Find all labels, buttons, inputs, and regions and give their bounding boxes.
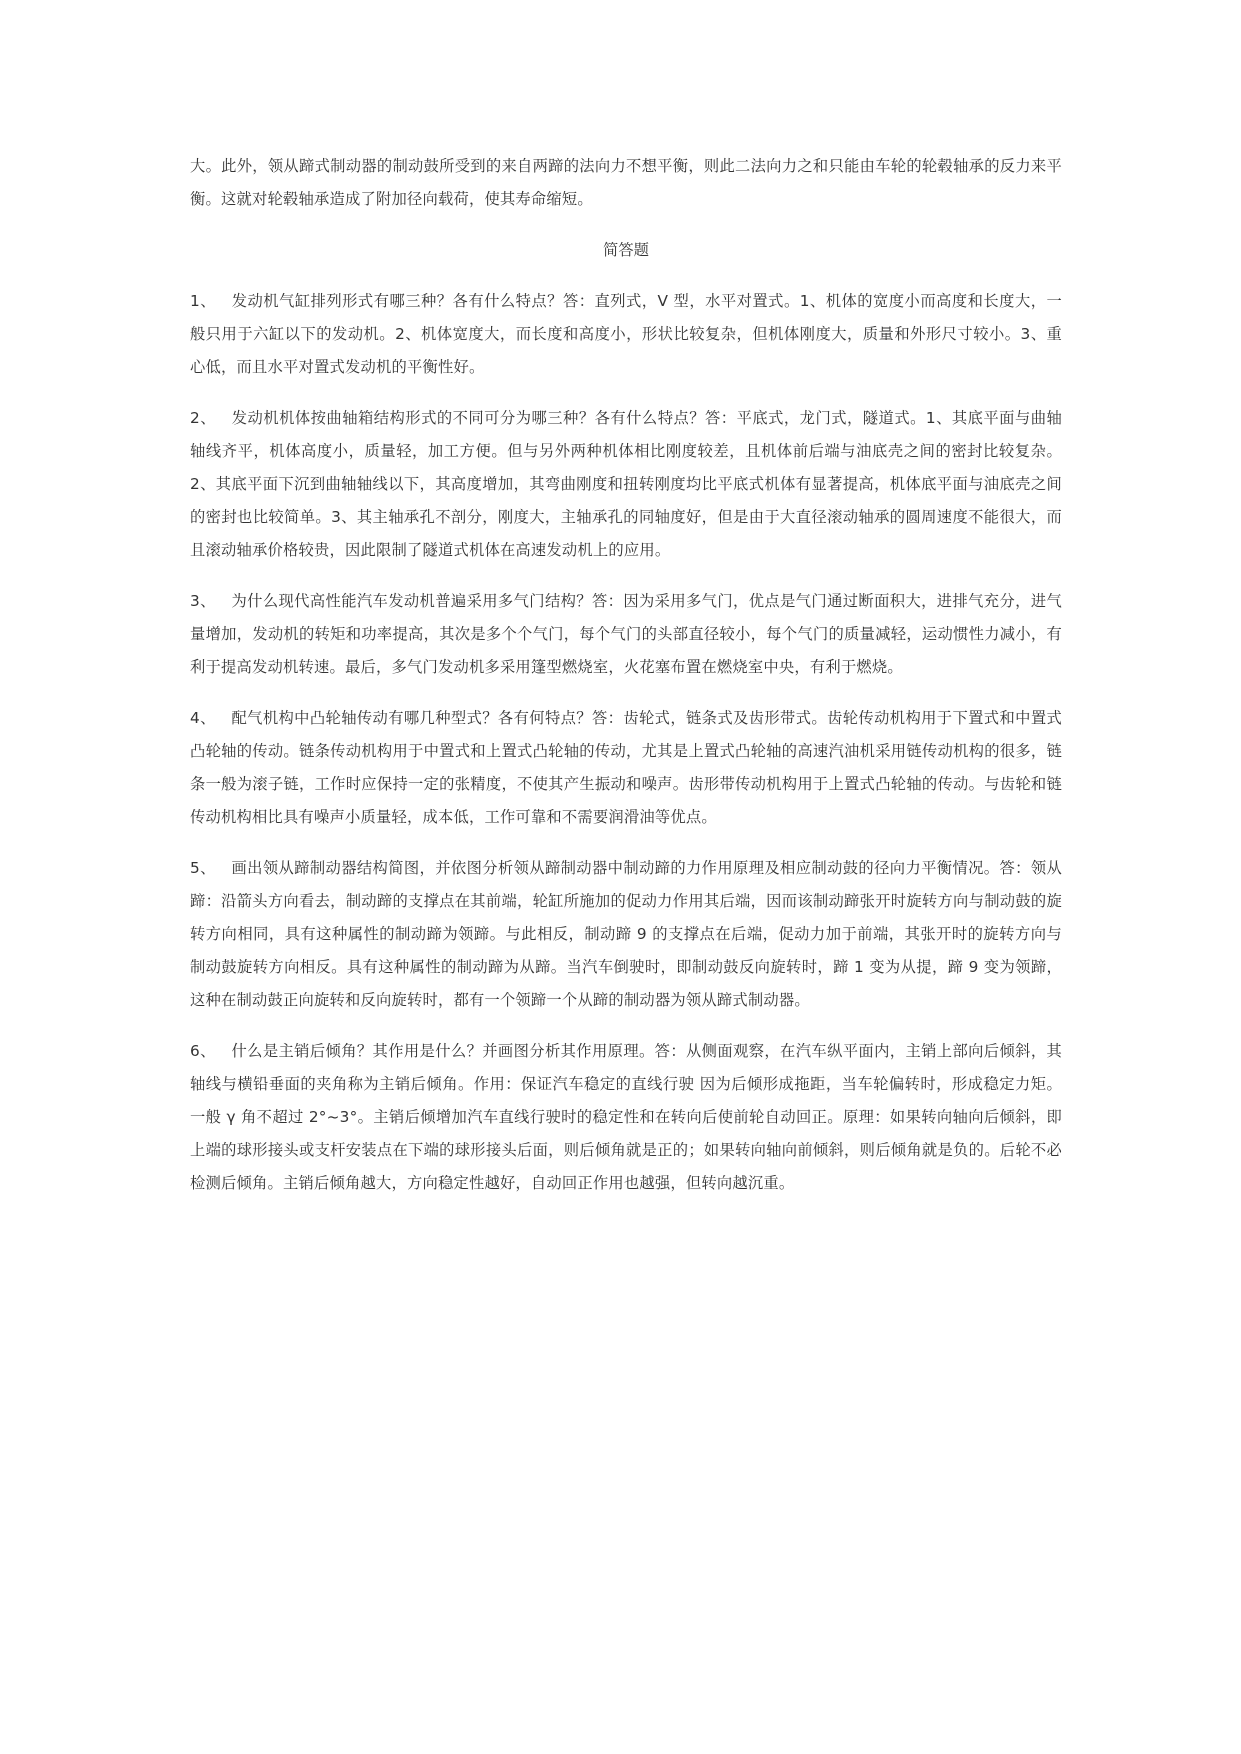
question-text: 配气机构中凸轮轴传动有哪几种型式？各有何特点？答：齿轮式，链条式及齿形带式。齿轮传动机构用于下置式和中置式凸轮轴的传动。链条传动机构用于中置式和上置式凸轮轴的传动，尤其是上置式凸轮轴的高速汽油机采用链传动机构的很多，链条一般为滚子链，工作时应保持一定的张精度，不使其产生振动和噪声。齿形带传动机构用于上置式凸轮轴的传动。与齿轮和链传动机构相比具有噪声小质量轻，成本低，工作可靠和不需要润滑油等优点。 xyxy=(190,709,1062,826)
question-text: 发动机气缸排列形式有哪三种？各有什么特点？答：直列式，V 型，水平对置式。1、机体的宽度小而高度和长度大，一般只用于六缸以下的发动机。2、机体宽度大，而长度和高度小，形状比较复杂，但机体刚度大，质量和外形尺寸较小。3、重心低，而且水平对置式发动机的平衡性好。 xyxy=(190,292,1062,376)
document-page xyxy=(190,150,1062,1218)
question-2 xyxy=(190,402,1062,567)
question-3 xyxy=(190,585,1062,684)
question-number: 5、 xyxy=(190,859,216,877)
section-title: 简答题 xyxy=(603,241,649,259)
question-text: 发动机机体按曲轴箱结构形式的不同可分为哪三种？各有什么特点？答：平底式，龙门式，隧道式。1、其底平面与曲轴轴线齐平，机体高度小，质量轻，加工方便。但与另外两种机体相比刚度较差，且机体前后端与油底壳之间的密封比较复杂。2、其底平面下沉到曲轴轴线以下，其高度增加，其弯曲刚度和扭转刚度均比平底式机体有显著提高，机体底平面与油底壳之间的密封也比较简单。3、其主轴承孔不剖分，刚度大，主轴承孔的同轴度好，但是由于大直径滚动轴承的圆周速度不能很大，而且滚动轴承价格较贵，因此限制了隧道式机体在高速发动机上的应用。 xyxy=(190,409,1062,559)
question-number: 6、 xyxy=(190,1042,216,1060)
question-5 xyxy=(190,852,1062,1017)
question-text: 什么是主销后倾角？其作用是什么？并画图分析其作用原理。答：从侧面观察，在汽车纵平面内，主销上部向后倾斜，其轴线与横铅垂面的夹角称为主销后倾角。作用：保证汽车稳定的直线行驶 因为后倾形成拖距，当车轮偏转时，形成稳定力矩。一般 γ 角不超过 2°~3°。主销后倾增加汽车直线行驶时的稳定性和在转向后使前轮自动回正。原理：如果转向轴向后倾斜，即上端的球形接头或支杆安装点在下端的球形接头后面，则后倾角就是正的；如果转向轴向前倾斜，则后倾角就是负的。后轮不必检测后倾角。主销后倾角越大，方向稳定性越好，自动回正作用也越强，但转向越沉重。 xyxy=(190,1042,1062,1192)
question-4 xyxy=(190,702,1062,834)
question-number: 4、 xyxy=(190,709,216,727)
question-number: 2、 xyxy=(190,409,216,427)
question-text: 画出领从蹄制动器结构简图，并依图分析领从蹄制动器中制动蹄的力作用原理及相应制动鼓的径向力平衡情况。答：领从蹄：沿箭头方向看去，制动蹄的支撑点在其前端，轮缸所施加的促动力作用其后端，因而该制动蹄张开时旋转方向与制动鼓的旋转方向相同，具有这种属性的制动蹄为领蹄。与此相反，制动蹄 9 的支撑点在后端，促动力加于前端，其张开时的旋转方向与制动鼓旋转方向相反。具有这种属性的制动蹄为从蹄。当汽车倒驶时，即制动鼓反向旋转时，蹄 1 变为从提，蹄 9 变为领蹄，这种在制动鼓正向旋转和反向旋转时，都有一个领蹄一个从蹄的制动器为领从蹄式制动器。 xyxy=(190,859,1062,1009)
question-number: 1、 xyxy=(190,292,216,310)
question-6 xyxy=(190,1035,1062,1200)
question-text: 为什么现代高性能汽车发动机普遍采用多气门结构？答：因为采用多气门，优点是气门通过断面积大，进排气充分，进气量增加，发动机的转矩和功率提高，其次是多个个气门，每个气门的头部直径较小，每个气门的质量减轻，运动惯性力减小，有利于提高发动机转速。最后，多气门发动机多采用篷型燃烧室，火花塞布置在燃烧室中央，有利于燃烧。 xyxy=(190,592,1062,676)
intro-paragraph: 大。此外，领从蹄式制动器的制动鼓所受到的来自两蹄的法向力不想平衡，则此二法向力之和只能由车轮的轮毂轴承的反力来平衡。这就对轮毂轴承造成了附加径向载荷，使其寿命缩短。 xyxy=(190,157,1062,208)
question-number: 3、 xyxy=(190,592,216,610)
question-1 xyxy=(190,285,1062,384)
